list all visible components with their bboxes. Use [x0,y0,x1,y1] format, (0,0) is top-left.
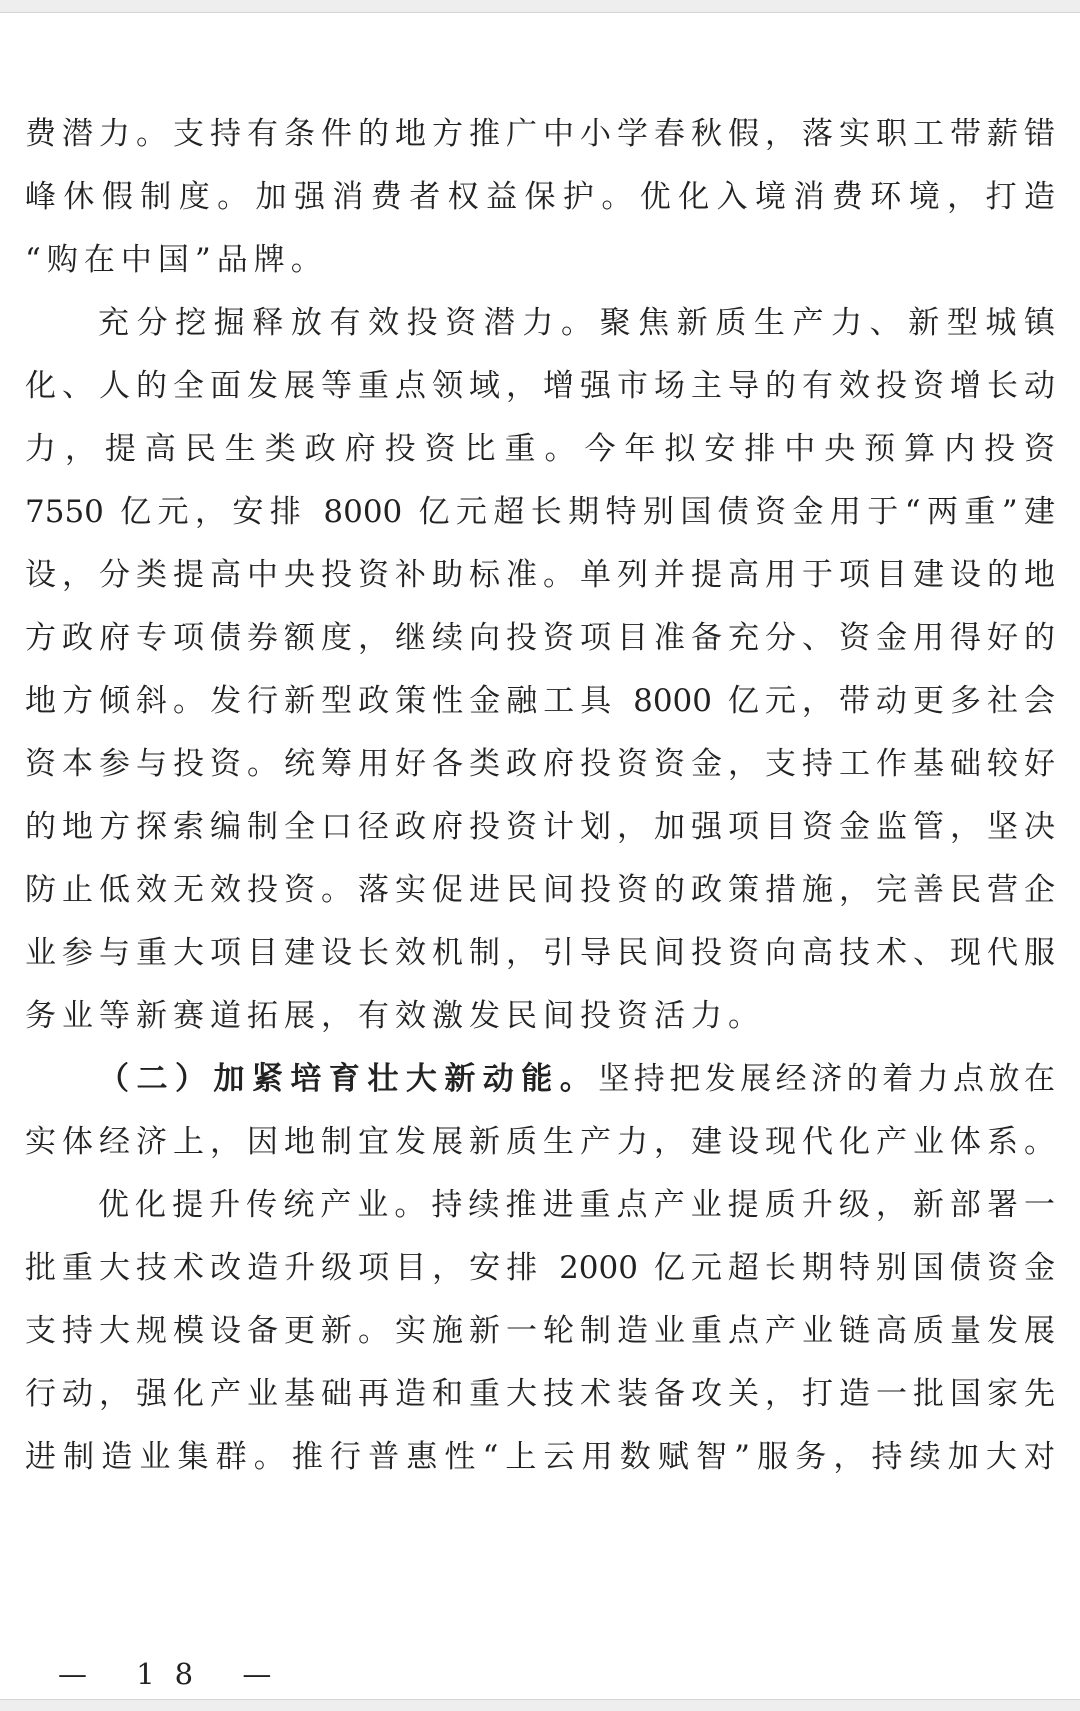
section-heading-line [98,1048,1055,1110]
text-line: 方政府专项债券额度，继续向投资项目准备充分、资金用得好的 [25,620,1055,656]
paragraph-first-line: 优化提升传统产业。持续推进重点产业提质升级，新部署一 [98,1187,1055,1223]
paragraph-first-line: 充分挖掘释放有效投资潜力。聚焦新质生产力、新型城镇 [98,305,1055,341]
text-line: 7550 亿元，安排 8000 亿元超长期特别国债资金用于“两重”建 [25,494,1055,530]
text-line: 化、人的全面发展等重点领域，增强市场主导的有效投资增长动 [25,368,1055,404]
text-line: 资本参与投资。统筹用好各类政府投资资金，支持工作基础较好 [25,746,1055,782]
text-line: 务业等新赛道拓展，有效激发民间投资活力。 [25,998,765,1034]
text-line: 批重大技术改造升级项目，安排 2000 亿元超长期特别国债资金 [25,1250,1055,1286]
text-line: “购在中国”品牌。 [25,242,328,278]
section-heading: （二）加紧培育壮大新动能。 [98,1061,599,1097]
page-number: — 18 — [58,1657,292,1691]
text-line: 进制造业集群。推行普惠性“上云用数赋智”服务，持续加大对 [25,1439,1055,1475]
text-line: 防止低效无效投资。落实促进民间投资的政策措施，完善民营企 [25,872,1055,908]
text-line: 业参与重大项目建设长效机制，引导民间投资向高技术、现代服 [25,935,1055,971]
text-line: 实体经济上，因地制宜发展新质生产力，建设现代化产业体系。 [25,1124,1055,1160]
text-line: 行动，强化产业基础再造和重大技术装备攻关，打造一批国家先 [25,1376,1055,1412]
text-line: 费潜力。支持有条件的地方推广中小学春秋假，落实职工带薪错 [25,116,1055,152]
text-line: 地方倾斜。发行新型政策性金融工具 8000 亿元，带动更多社会 [25,683,1055,719]
text-line: 设，分类提高中央投资补助标准。单列并提高用于项目建设的地 [25,557,1055,593]
text-line: 支持大规模设备更新。实施新一轮制造业重点产业链高质量发展 [25,1313,1055,1349]
text-line: 峰休假制度。加强消费者权益保护。优化入境消费环境，打造 [25,179,1055,215]
document-page [0,12,1080,1700]
text-line: 力，提高民生类政府投资比重。今年拟安排中央预算内投资 [25,431,1055,467]
text-line: 的地方探索编制全口径政府投资计划，加强项目资金监管，坚决 [25,809,1055,845]
section-heading-rest: 坚持把发展经济的着力点放在 [598,1061,1056,1097]
